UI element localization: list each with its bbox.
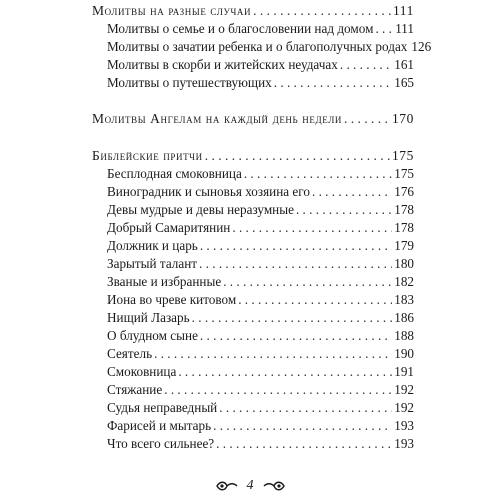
toc-entry <box>107 20 414 37</box>
toc-entry <box>107 435 414 452</box>
toc-entry-page: 193 <box>394 418 414 433</box>
toc-entry <box>107 399 414 416</box>
toc-entry-page: 190 <box>394 346 414 361</box>
toc-entry <box>107 183 414 200</box>
toc-heading <box>92 2 414 19</box>
toc-entry <box>107 363 414 380</box>
toc-entry-page: 188 <box>394 328 414 343</box>
toc-entry <box>107 56 414 73</box>
toc-entry <box>107 38 432 55</box>
toc-entry <box>107 291 414 308</box>
toc-entry-page: 111 <box>395 21 414 36</box>
dot-leader <box>375 20 393 37</box>
toc-entry-title: Молитвы о семье и о благословении над домом <box>107 21 374 36</box>
toc-entry-title: Молитвы в скорби и житейских неудачах <box>107 57 338 72</box>
toc-entry <box>107 255 414 272</box>
dot-leader <box>154 345 392 362</box>
dot-leader <box>192 309 393 326</box>
dot-leader <box>200 327 392 344</box>
toc-entry-page: 165 <box>394 75 414 90</box>
toc-entry-page: 161 <box>394 57 414 72</box>
toc-entry-title: Что всего сильнее? <box>107 436 215 451</box>
dot-leader <box>232 219 392 236</box>
toc-entry-page: 178 <box>394 220 414 235</box>
dot-leader <box>200 237 392 254</box>
toc-entry-page: 191 <box>394 364 414 379</box>
toc-entry-title: Сеятель <box>107 346 153 361</box>
toc-entry-title: Стяжание <box>107 382 163 397</box>
dot-leader <box>238 291 392 308</box>
dot-leader <box>312 183 392 200</box>
toc-entry-page: 192 <box>394 382 414 397</box>
toc-entry-page: 179 <box>394 238 414 253</box>
dot-leader <box>219 399 392 416</box>
toc-heading-title: Молитвы Ангелам на каждый день недели <box>92 111 342 126</box>
toc-entry-title: Зарытый талант <box>107 256 198 271</box>
toc-heading <box>92 147 414 164</box>
dot-leader <box>164 381 392 398</box>
toc-entry-page: 180 <box>394 256 414 271</box>
toc-heading-page: 111 <box>392 3 414 18</box>
vignette-left-icon <box>215 480 239 492</box>
toc-entry-page: 126 <box>411 39 432 54</box>
toc-heading-title: Молитвы на разные случаи <box>92 3 252 18</box>
toc-entry-title: Молитвы о зачатии ребенка и о благополучных родах <box>107 39 408 54</box>
dot-leader <box>244 165 392 182</box>
toc-entry-title: Званые и избранные <box>107 274 222 289</box>
toc-entry <box>107 381 414 398</box>
toc-entry-title: Иона во чреве китовом <box>107 292 237 307</box>
dot-leader <box>344 110 390 127</box>
dot-leader <box>223 273 392 290</box>
toc-entry-title: Должник и царь <box>107 238 198 253</box>
toc-entry-title: Девы мудрые и девы неразумные <box>107 202 294 217</box>
dot-leader <box>213 417 392 434</box>
page-footer <box>0 478 500 494</box>
toc-entry-title: Виноградник и сыновья хозяина его <box>107 184 310 199</box>
toc-entry-title: Бесплодная смоковница <box>107 166 242 181</box>
dot-leader <box>296 201 392 218</box>
toc-heading-title: Библейские притчи <box>92 148 203 163</box>
toc-entry <box>107 417 414 434</box>
vignette-right-icon <box>262 480 286 492</box>
toc-entry <box>107 345 414 362</box>
toc-entry-title: Молитвы о путешествующих <box>107 75 272 90</box>
dot-leader <box>253 2 391 19</box>
toc-entry <box>107 309 414 326</box>
dot-leader <box>216 435 392 452</box>
toc-entry-title: Смоковница <box>107 364 177 379</box>
toc-entry-page: 175 <box>394 166 414 181</box>
toc-entry-title: О блудном сыне <box>107 328 198 343</box>
toc-entry-page: 176 <box>394 184 414 199</box>
dot-leader <box>205 147 390 164</box>
toc-entry <box>107 165 414 182</box>
toc-entry <box>107 201 414 218</box>
toc-entry-page: 186 <box>394 310 414 325</box>
toc-entry-page: 192 <box>394 400 414 415</box>
dot-leader <box>199 255 392 272</box>
toc-entry <box>107 74 414 91</box>
toc-entry <box>107 237 414 254</box>
dot-leader <box>274 74 392 91</box>
toc-entry-title: Судья неправедный <box>107 400 218 415</box>
toc-entry-page: 183 <box>394 292 414 307</box>
toc-entry <box>107 219 414 236</box>
toc-entry <box>107 273 414 290</box>
toc-entry-title: Фарисей и мытарь <box>107 418 212 433</box>
toc-entry-page: 193 <box>394 436 414 451</box>
toc-entry-title: Добрый Самаритянин <box>107 220 231 235</box>
toc-entry <box>107 327 414 344</box>
toc-heading-page: 170 <box>391 111 414 126</box>
page-number: 4 <box>246 478 254 493</box>
toc-entry-title: Нищий Лазарь <box>107 310 190 325</box>
toc-entry-page: 182 <box>394 274 414 289</box>
dot-leader <box>340 56 392 73</box>
dot-leader <box>178 363 392 380</box>
toc-entry-page: 178 <box>394 202 414 217</box>
toc-heading-page: 175 <box>391 148 414 163</box>
toc-heading <box>92 110 414 127</box>
